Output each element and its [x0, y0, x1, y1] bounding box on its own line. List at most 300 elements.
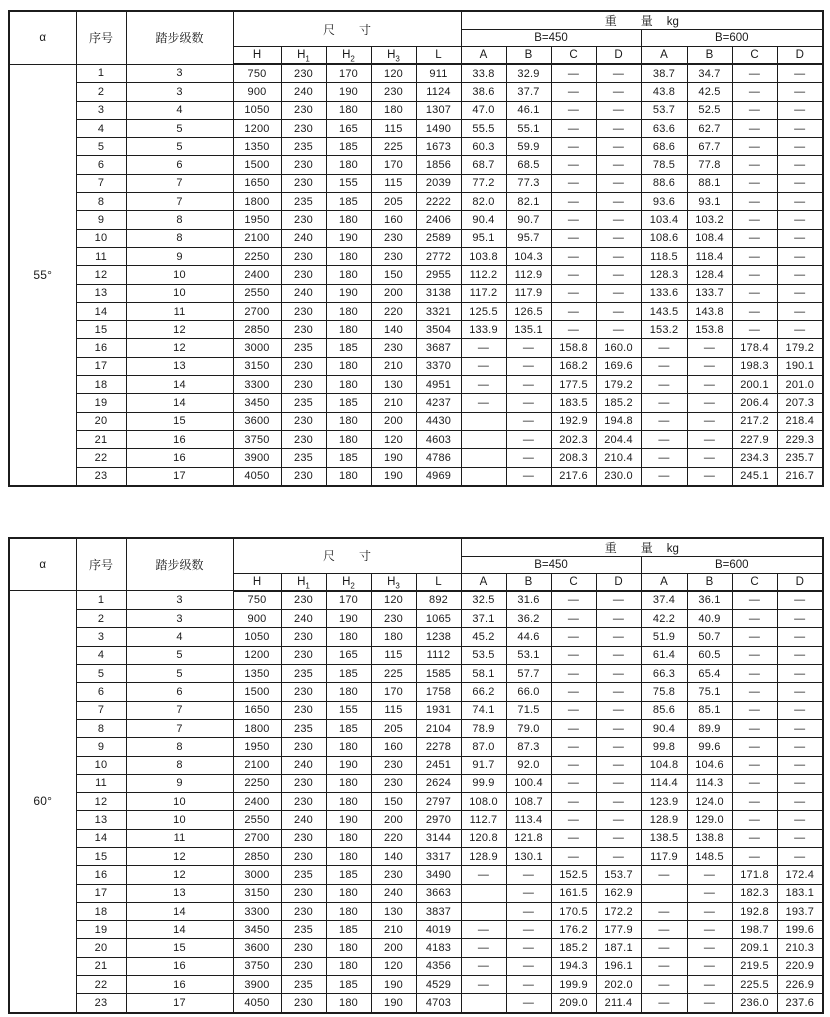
- table-row: [9, 83, 823, 101]
- table-cell: —: [732, 101, 777, 119]
- table-cell: 10: [76, 229, 126, 247]
- table-cell: 8: [76, 719, 126, 737]
- table-cell: [461, 467, 506, 486]
- col-header-450-d: D: [596, 573, 641, 591]
- table-cell: —: [641, 957, 687, 975]
- table-cell: 14: [126, 394, 233, 412]
- table-cell: 115: [371, 119, 416, 137]
- table-cell: 20: [76, 939, 126, 957]
- table-cell: 230: [371, 774, 416, 792]
- table-row: [9, 939, 823, 957]
- table-cell: —: [596, 793, 641, 811]
- table-cell: —: [777, 211, 823, 229]
- table-cell: 190: [326, 284, 371, 302]
- table-cell: 138.8: [687, 829, 732, 847]
- table-row: [9, 266, 823, 284]
- table-cell: 193.7: [777, 902, 823, 920]
- table-cell: 95.7: [506, 229, 551, 247]
- col-header-b450: B=450: [461, 30, 641, 47]
- spec-table-55: [8, 10, 824, 487]
- table-cell: 5: [126, 646, 233, 664]
- table-cell: 180: [326, 101, 371, 119]
- table-cell: 161.5: [551, 884, 596, 902]
- weight-unit: kg: [666, 16, 679, 28]
- table-cell: —: [732, 847, 777, 865]
- table-cell: —: [641, 339, 687, 357]
- table-cell: 1758: [416, 683, 461, 701]
- table-cell: 2955: [416, 266, 461, 284]
- table-cell: 190: [326, 83, 371, 101]
- table-cell: 5: [76, 138, 126, 156]
- table-cell: 182.3: [732, 884, 777, 902]
- table-cell: 218.4: [777, 412, 823, 430]
- table-row: [9, 591, 823, 610]
- table-cell: 192.8: [732, 902, 777, 920]
- table-cell: —: [641, 394, 687, 412]
- col-header-b600: B=600: [641, 556, 823, 573]
- table-cell: 77.8: [687, 156, 732, 174]
- table-cell: 237.6: [777, 994, 823, 1013]
- table-cell: —: [777, 321, 823, 339]
- table-cell: 4183: [416, 939, 461, 957]
- col-header-h: H: [233, 47, 281, 65]
- table-cell: —: [506, 449, 551, 467]
- table-cell: 2850: [233, 847, 281, 865]
- table-cell: —: [596, 101, 641, 119]
- table-cell: —: [551, 64, 596, 83]
- table-cell: —: [777, 774, 823, 792]
- table-cell: [461, 449, 506, 467]
- table-cell: 180: [326, 628, 371, 646]
- table-cell: 88.1: [687, 174, 732, 192]
- table-cell: 199.6: [777, 921, 823, 939]
- col-header-600-c: C: [732, 47, 777, 65]
- table-row: [9, 811, 823, 829]
- table-cell: 185: [326, 719, 371, 737]
- table-cell: —: [777, 64, 823, 83]
- table-cell: —: [732, 266, 777, 284]
- col-header-weight: [461, 11, 823, 30]
- table-cell: 180: [326, 994, 371, 1013]
- table-cell: 112.9: [506, 266, 551, 284]
- table-cell: 210: [371, 921, 416, 939]
- table-cell: 210.3: [777, 939, 823, 957]
- table-cell: 68.6: [641, 138, 687, 156]
- table-cell: —: [732, 811, 777, 829]
- table-cell: 200: [371, 811, 416, 829]
- table-cell: 99.9: [461, 774, 506, 792]
- table-cell: —: [596, 284, 641, 302]
- table-cell: 90.7: [506, 211, 551, 229]
- table-cell: 217.2: [732, 412, 777, 430]
- table-cell: 63.6: [641, 119, 687, 137]
- col-header-450-b: B: [506, 47, 551, 65]
- table-cell: 230: [281, 939, 326, 957]
- table-cell: —: [641, 902, 687, 920]
- table-cell: 180: [326, 266, 371, 284]
- table-cell: 12: [126, 321, 233, 339]
- table-cell: —: [551, 756, 596, 774]
- table-cell: 230: [281, 412, 326, 430]
- table-row: [9, 64, 823, 83]
- table-cell: 230: [281, 957, 326, 975]
- table-cell: 22: [76, 976, 126, 994]
- table-cell: 10: [126, 284, 233, 302]
- table-cell: 209.0: [551, 994, 596, 1013]
- table-row: [9, 628, 823, 646]
- table-cell: 6: [126, 156, 233, 174]
- table-cell: 202.3: [551, 430, 596, 448]
- table-cell: 108.6: [641, 229, 687, 247]
- table-cell: 192.9: [551, 412, 596, 430]
- table-row: [9, 156, 823, 174]
- table-cell: —: [732, 302, 777, 320]
- table-cell: —: [506, 467, 551, 486]
- table-cell: 38.6: [461, 83, 506, 101]
- table-cell: 108.4: [687, 229, 732, 247]
- table-cell: —: [596, 756, 641, 774]
- table-cell: 179.2: [777, 339, 823, 357]
- table-cell: —: [596, 829, 641, 847]
- table-cell: 9: [126, 247, 233, 265]
- table-cell: 16: [126, 976, 233, 994]
- table-cell: 128.4: [687, 266, 732, 284]
- table-cell: —: [687, 884, 732, 902]
- table-row: [9, 138, 823, 156]
- table-cell: 135.1: [506, 321, 551, 339]
- table-cell: —: [777, 701, 823, 719]
- table-cell: 160: [371, 211, 416, 229]
- col-header-dims: 尺 寸: [233, 538, 461, 574]
- table-cell: 177.5: [551, 376, 596, 394]
- table-cell: 180: [326, 247, 371, 265]
- table-cell: 75.8: [641, 683, 687, 701]
- table-cell: 1585: [416, 665, 461, 683]
- table-cell: —: [551, 119, 596, 137]
- table-cell: 190: [326, 811, 371, 829]
- table-cell: —: [687, 412, 732, 430]
- table-cell: —: [551, 138, 596, 156]
- table-cell: 230: [281, 774, 326, 792]
- table-cell: 2222: [416, 193, 461, 211]
- table-body-55: [9, 64, 823, 486]
- col-header-450-a: A: [461, 573, 506, 591]
- table-cell: 19: [76, 921, 126, 939]
- table-cell: 219.5: [732, 957, 777, 975]
- table-cell: 1124: [416, 83, 461, 101]
- alpha-value: 60°: [9, 591, 76, 1013]
- table-cell: 230: [371, 247, 416, 265]
- weight-label: 重 量: [604, 540, 653, 555]
- table-cell: 230: [281, 646, 326, 664]
- table-cell: 4603: [416, 430, 461, 448]
- col-header-600-c: C: [732, 573, 777, 591]
- table-row: [9, 174, 823, 192]
- table-cell: 117.9: [506, 284, 551, 302]
- table-cell: —: [596, 683, 641, 701]
- table-cell: 3317: [416, 847, 461, 865]
- table-cell: 60.5: [687, 646, 732, 664]
- table-cell: 2039: [416, 174, 461, 192]
- col-header-alpha: α: [9, 11, 76, 64]
- col-header-450-b: B: [506, 573, 551, 591]
- table-cell: —: [596, 774, 641, 792]
- table-cell: 100.4: [506, 774, 551, 792]
- table-cell: —: [551, 847, 596, 865]
- table-cell: —: [551, 266, 596, 284]
- table-cell: —: [732, 610, 777, 628]
- table-cell: 220.9: [777, 957, 823, 975]
- table-cell: 2: [76, 83, 126, 101]
- table-cell: —: [641, 866, 687, 884]
- table-cell: —: [596, 247, 641, 265]
- table-cell: 4050: [233, 467, 281, 486]
- table-cell: 1650: [233, 174, 281, 192]
- table-cell: 32.9: [506, 64, 551, 83]
- table-cell: 230: [281, 174, 326, 192]
- table-cell: 4: [126, 101, 233, 119]
- table-cell: 230: [281, 321, 326, 339]
- table-cell: —: [551, 793, 596, 811]
- table-cell: 750: [233, 591, 281, 610]
- table-cell: 185: [326, 449, 371, 467]
- table-cell: —: [777, 683, 823, 701]
- table-cell: 93.6: [641, 193, 687, 211]
- table-cell: 3490: [416, 866, 461, 884]
- table-row: [9, 284, 823, 302]
- table-cell: 77.3: [506, 174, 551, 192]
- table-cell: 4529: [416, 976, 461, 994]
- table-row: [9, 376, 823, 394]
- table-cell: 185.2: [596, 394, 641, 412]
- table-cell: —: [596, 847, 641, 865]
- table-cell: 15: [76, 847, 126, 865]
- table-cell: 158.8: [551, 339, 596, 357]
- table-cell: 21: [76, 957, 126, 975]
- table-cell: 230: [281, 156, 326, 174]
- table-cell: 93.1: [687, 193, 732, 211]
- table-cell: 160: [371, 738, 416, 756]
- table-cell: 43.8: [641, 83, 687, 101]
- table-cell: 209.1: [732, 939, 777, 957]
- table-cell: 20: [76, 412, 126, 430]
- table-cell: 190: [326, 756, 371, 774]
- table-cell: 58.1: [461, 665, 506, 683]
- table-cell: [461, 412, 506, 430]
- table-cell: —: [461, 394, 506, 412]
- table-cell: 3150: [233, 884, 281, 902]
- table-cell: 1800: [233, 719, 281, 737]
- table-cell: 180: [371, 628, 416, 646]
- table-cell: —: [596, 119, 641, 137]
- table-cell: 180: [326, 211, 371, 229]
- table-cell: 130.1: [506, 847, 551, 865]
- table-cell: 104.8: [641, 756, 687, 774]
- table-cell: 170: [371, 156, 416, 174]
- spec-table-60: [8, 537, 824, 1014]
- table-body-60: [9, 591, 823, 1013]
- table-cell: 235: [281, 339, 326, 357]
- table-cell: —: [777, 719, 823, 737]
- table-cell: 1200: [233, 119, 281, 137]
- table-cell: 230: [281, 247, 326, 265]
- col-header-alpha: α: [9, 538, 76, 591]
- table-cell: —: [732, 719, 777, 737]
- table-cell: 5: [126, 665, 233, 683]
- table-cell: —: [596, 628, 641, 646]
- table-cell: 230: [371, 610, 416, 628]
- table-cell: 9: [126, 774, 233, 792]
- table-cell: 13: [126, 884, 233, 902]
- table-cell: 75.1: [687, 683, 732, 701]
- table-cell: 240: [281, 229, 326, 247]
- table-cell: 65.4: [687, 665, 732, 683]
- table-cell: 78.5: [641, 156, 687, 174]
- col-header-450-c: C: [551, 47, 596, 65]
- table-cell: 179.2: [596, 376, 641, 394]
- table-cell: 112.7: [461, 811, 506, 829]
- table-cell: 2624: [416, 774, 461, 792]
- table-cell: 180: [326, 793, 371, 811]
- table-cell: 6: [76, 156, 126, 174]
- table-cell: 3321: [416, 302, 461, 320]
- table-cell: —: [732, 738, 777, 756]
- table-cell: 230: [281, 302, 326, 320]
- table-cell: 14: [126, 921, 233, 939]
- table-row: [9, 321, 823, 339]
- table-cell: —: [777, 101, 823, 119]
- table-cell: 66.2: [461, 683, 506, 701]
- table-cell: —: [732, 646, 777, 664]
- table-cell: 77.2: [461, 174, 506, 192]
- table-cell: —: [551, 193, 596, 211]
- table-cell: 1650: [233, 701, 281, 719]
- table-cell: 57.7: [506, 665, 551, 683]
- table-cell: —: [777, 628, 823, 646]
- table-cell: 36.2: [506, 610, 551, 628]
- table-cell: 13: [76, 284, 126, 302]
- table-cell: 200.1: [732, 376, 777, 394]
- table-cell: 1050: [233, 628, 281, 646]
- table-cell: —: [506, 394, 551, 412]
- table-cell: 4: [76, 119, 126, 137]
- table-cell: —: [732, 793, 777, 811]
- table-cell: —: [732, 321, 777, 339]
- col-header-600-a: A: [641, 573, 687, 591]
- table-cell: 90.4: [641, 719, 687, 737]
- table-cell: —: [777, 119, 823, 137]
- table-cell: 204.4: [596, 430, 641, 448]
- table-row: [9, 921, 823, 939]
- table-cell: 7: [126, 701, 233, 719]
- table-cell: 230: [371, 756, 416, 774]
- table-cell: —: [687, 357, 732, 375]
- table-cell: —: [641, 921, 687, 939]
- table-cell: 91.7: [461, 756, 506, 774]
- table-cell: 143.8: [687, 302, 732, 320]
- table-cell: —: [596, 156, 641, 174]
- table-cell: 46.1: [506, 101, 551, 119]
- table-cell: 47.0: [461, 101, 506, 119]
- table-cell: 2406: [416, 211, 461, 229]
- table-cell: 2550: [233, 284, 281, 302]
- table-cell: —: [551, 284, 596, 302]
- table-cell: 3000: [233, 339, 281, 357]
- table-cell: 1673: [416, 138, 461, 156]
- table-cell: 3: [76, 101, 126, 119]
- weight-unit: kg: [666, 542, 679, 555]
- table-cell: [461, 430, 506, 448]
- table-cell: 230: [281, 683, 326, 701]
- table-cell: 3144: [416, 829, 461, 847]
- table-cell: 230: [281, 738, 326, 756]
- col-header-steps: 踏步级数: [126, 11, 233, 64]
- table-cell: 230: [281, 430, 326, 448]
- table-cell: —: [687, 994, 732, 1013]
- table-cell: —: [687, 976, 732, 994]
- col-header-h2: $H_2$: [326, 573, 371, 591]
- table-cell: 71.5: [506, 701, 551, 719]
- table-cell: 180: [326, 884, 371, 902]
- table-cell: 185: [326, 976, 371, 994]
- table-cell: —: [732, 156, 777, 174]
- col-header-l: L: [416, 573, 461, 591]
- table-cell: 3: [76, 628, 126, 646]
- table-cell: 180: [326, 683, 371, 701]
- table-cell: 118.4: [687, 247, 732, 265]
- table-cell: 230: [281, 119, 326, 137]
- table-cell: 1856: [416, 156, 461, 174]
- table-cell: 178.4: [732, 339, 777, 357]
- table-cell: 170.5: [551, 902, 596, 920]
- table-cell: 235: [281, 394, 326, 412]
- table-cell: 3: [126, 83, 233, 101]
- table-cell: 185: [326, 665, 371, 683]
- table-cell: 66.0: [506, 683, 551, 701]
- table-cell: 8: [126, 229, 233, 247]
- table-cell: 16: [126, 430, 233, 448]
- table-cell: —: [551, 610, 596, 628]
- table-cell: —: [461, 976, 506, 994]
- table-cell: —: [596, 646, 641, 664]
- table-cell: 180: [326, 738, 371, 756]
- table-cell: 2100: [233, 229, 281, 247]
- table-cell: —: [732, 284, 777, 302]
- table-cell: 12: [126, 847, 233, 865]
- table-cell: —: [506, 884, 551, 902]
- table-row: [9, 229, 823, 247]
- table-cell: 3504: [416, 321, 461, 339]
- table-cell: 3: [126, 64, 233, 83]
- table-cell: 230: [281, 829, 326, 847]
- col-header-weight: [461, 538, 823, 557]
- table-cell: 14: [126, 902, 233, 920]
- col-header-h: H: [233, 573, 281, 591]
- col-header-600-b: B: [687, 47, 732, 65]
- table-cell: —: [551, 174, 596, 192]
- col-header-600-a: A: [641, 47, 687, 65]
- table-cell: 1490: [416, 119, 461, 137]
- table-cell: 230: [281, 376, 326, 394]
- table-row: [9, 976, 823, 994]
- table-cell: 4703: [416, 994, 461, 1013]
- table-cell: 60.3: [461, 138, 506, 156]
- table-cell: 130: [371, 376, 416, 394]
- table-cell: 59.9: [506, 138, 551, 156]
- table-cell: 7: [126, 174, 233, 192]
- table-cell: 87.3: [506, 738, 551, 756]
- table-cell: 180: [326, 957, 371, 975]
